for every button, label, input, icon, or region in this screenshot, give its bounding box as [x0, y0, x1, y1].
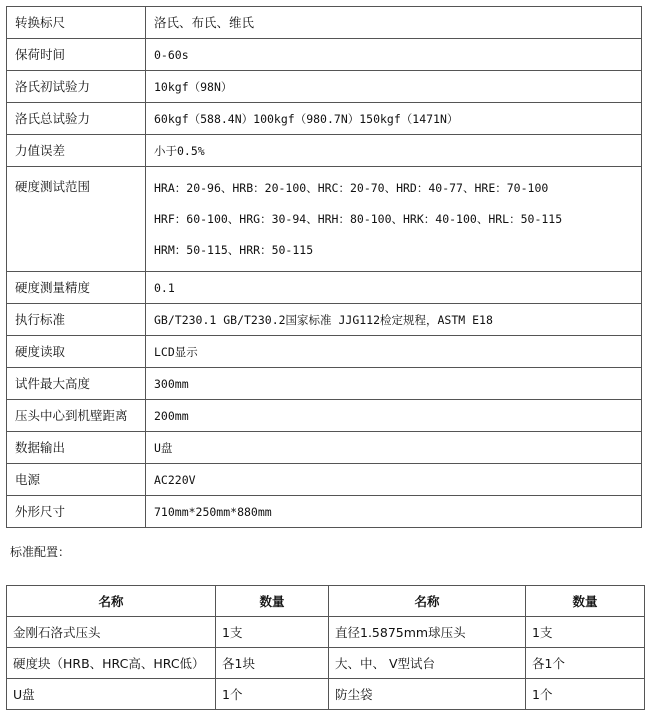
spec-table: [6, 6, 642, 528]
table-row: [7, 7, 642, 39]
spec-key: 外形尺寸: [7, 496, 146, 528]
table-row: [7, 464, 642, 496]
config-table: [6, 585, 645, 710]
item-name: 防尘袋: [329, 679, 526, 710]
column-header: 名称: [7, 586, 216, 617]
item-qty: 1个: [526, 679, 645, 710]
spec-value: LCD显示: [146, 336, 642, 368]
item-qty: 1支: [216, 617, 329, 648]
spec-key: 保荷时间: [7, 39, 146, 71]
table-row: [7, 336, 642, 368]
table-header-row: [7, 586, 645, 617]
table-row: [7, 617, 645, 648]
item-qty: 1支: [526, 617, 645, 648]
spec-value: 200mm: [146, 400, 642, 432]
table-row: [7, 272, 642, 304]
spec-key: 电源: [7, 464, 146, 496]
table-row: [7, 135, 642, 167]
spec-key: 执行标准: [7, 304, 146, 336]
spec-value: 0-60s: [146, 39, 642, 71]
item-qty: 各1块: [216, 648, 329, 679]
spec-value: 0.1: [146, 272, 642, 304]
spec-key: 数据输出: [7, 432, 146, 464]
range-line: HRA：20-96、HRB：20-100、HRC：20-70、HRD：40-77、HRE：70-100: [154, 180, 549, 195]
spec-key: 硬度读取: [7, 336, 146, 368]
range-line: HRM：50-115、HRR：50-115: [154, 242, 314, 257]
spec-value: 710mm*250mm*880mm: [146, 496, 642, 528]
config-title: 标准配置：: [10, 545, 71, 559]
item-name: 大、中、 V型试台: [329, 648, 526, 679]
item-name: 金刚石洛式压头: [7, 617, 216, 648]
item-name: 直径1.5875mm球压头: [329, 617, 526, 648]
item-name: U盘: [7, 679, 216, 710]
spec-key: 试件最大高度: [7, 368, 146, 400]
table-row: [7, 432, 642, 464]
table-row: [7, 496, 642, 528]
column-header: 数量: [216, 586, 329, 617]
spec-key: 力值误差: [7, 135, 146, 167]
spec-value: GB/T230.1 GB/T230.2国家标准 JJG112检定规程，ASTM E18: [146, 304, 642, 336]
column-header: 数量: [526, 586, 645, 617]
table-row: [7, 39, 642, 71]
table-row: [7, 648, 645, 679]
spec-value: 10kgf（98N）: [146, 71, 642, 103]
spec-value: U盘: [146, 432, 642, 464]
spec-value: 小于0.5%: [146, 135, 642, 167]
spec-value: 60kgf（588.4N）100kgf（980.7N）150kgf（1471N）: [146, 103, 642, 135]
spec-key: 洛氏初试验力: [7, 71, 146, 103]
spec-key: 压头中心到机壁距离: [7, 400, 146, 432]
item-qty: 各1个: [526, 648, 645, 679]
spec-value: AC220V: [146, 464, 642, 496]
table-row: [7, 679, 645, 710]
table-row: [7, 368, 642, 400]
item-name: 硬度块（HRB、HRC高、HRC低）: [7, 648, 216, 679]
spec-value: 洛氏、布氏、维氏: [146, 7, 642, 39]
range-line: HRF：60-100、HRG：30-94、HRH：80-100、HRK：40-100、HRL：50-115: [154, 211, 563, 226]
spec-key: 洛氏总试验力: [7, 103, 146, 135]
table-row: [7, 103, 642, 135]
spec-value: 300mm: [146, 368, 642, 400]
table-row: [7, 167, 642, 272]
table-row: [7, 304, 642, 336]
column-header: 名称: [329, 586, 526, 617]
hardness-range-cell: [146, 167, 642, 272]
table-row: [7, 71, 642, 103]
spec-key: 转换标尺: [7, 7, 146, 39]
table-row: [7, 400, 642, 432]
spec-key: 硬度测量精度: [7, 272, 146, 304]
spec-key: 硬度测试范围: [7, 167, 146, 272]
item-qty: 1个: [216, 679, 329, 710]
